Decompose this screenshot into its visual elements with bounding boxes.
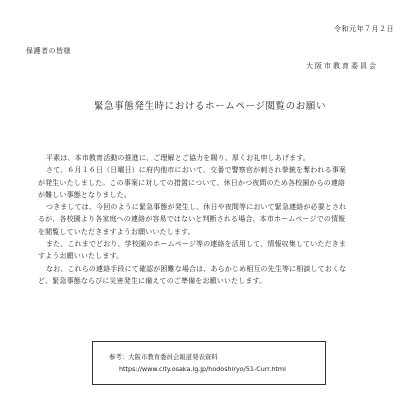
paragraph-line: つきましては、今回のように緊急事態が発生し、休日や夜間等において緊急連絡が必要とされ bbox=[46, 203, 347, 212]
addressee: 保護者の皆様 bbox=[26, 47, 71, 55]
paragraph-line: を閲覧していただきますようお願いいたします。 bbox=[38, 227, 195, 236]
paragraph-line: すようお願いいたします。 bbox=[38, 252, 124, 261]
paragraph-line: 平素は、本市教育活動の推進に、ご理解とご協力を賜り、厚くお礼申しあげます。 bbox=[46, 154, 310, 162]
paragraph-greeting bbox=[38, 152, 394, 164]
document-date: 令和元年７月２日 bbox=[334, 25, 394, 33]
sender: 大阪市教育委員会 bbox=[306, 62, 378, 70]
paragraph-line: さて、６月１６日（日曜日）に府内他市において、交番で警察官が刺され拳銃を奪われる事案 bbox=[46, 166, 347, 175]
reference-box bbox=[92, 341, 326, 385]
reference-label: 参考：大阪市教育委員会報道発表資料 bbox=[109, 353, 218, 361]
paragraph-school-homepage bbox=[38, 238, 394, 263]
paragraph-line: ど、緊急事態ならびに災害発生に備えてのご準備をお願いいたします。 bbox=[38, 276, 267, 285]
paragraph-request bbox=[38, 201, 394, 238]
paragraph-line: が難しい事態となりました。 bbox=[38, 190, 131, 199]
paragraph-line: また、これまでどおり、学校園のホームページ等の連絡を活用して、情報収集していただきま bbox=[46, 240, 347, 249]
paragraph-line: が発生いたしました。この事案に対しての措置について、休日かつ夜間のため各校園からの連絡 bbox=[38, 178, 346, 187]
paragraph-line: なお、これらの連絡手段にて確認が困難な場合は、あらかじめ相互の先生等に相談しておくな bbox=[46, 264, 347, 273]
paragraph-incident bbox=[38, 164, 394, 201]
document-title: 緊急事態発生時におけるホームページ閲覧のお願い bbox=[93, 101, 327, 112]
paragraph-preparation bbox=[38, 263, 394, 288]
reference-url[interactable]: https://www.city.osaka.lg.jp/hodoshiryo/51-Curr.html bbox=[119, 365, 286, 373]
document-body bbox=[38, 152, 394, 287]
paragraph-line: るが、各校園より各家庭への連絡が容易ではないと判断される場合、本市ホームページでの情報 bbox=[38, 215, 346, 224]
